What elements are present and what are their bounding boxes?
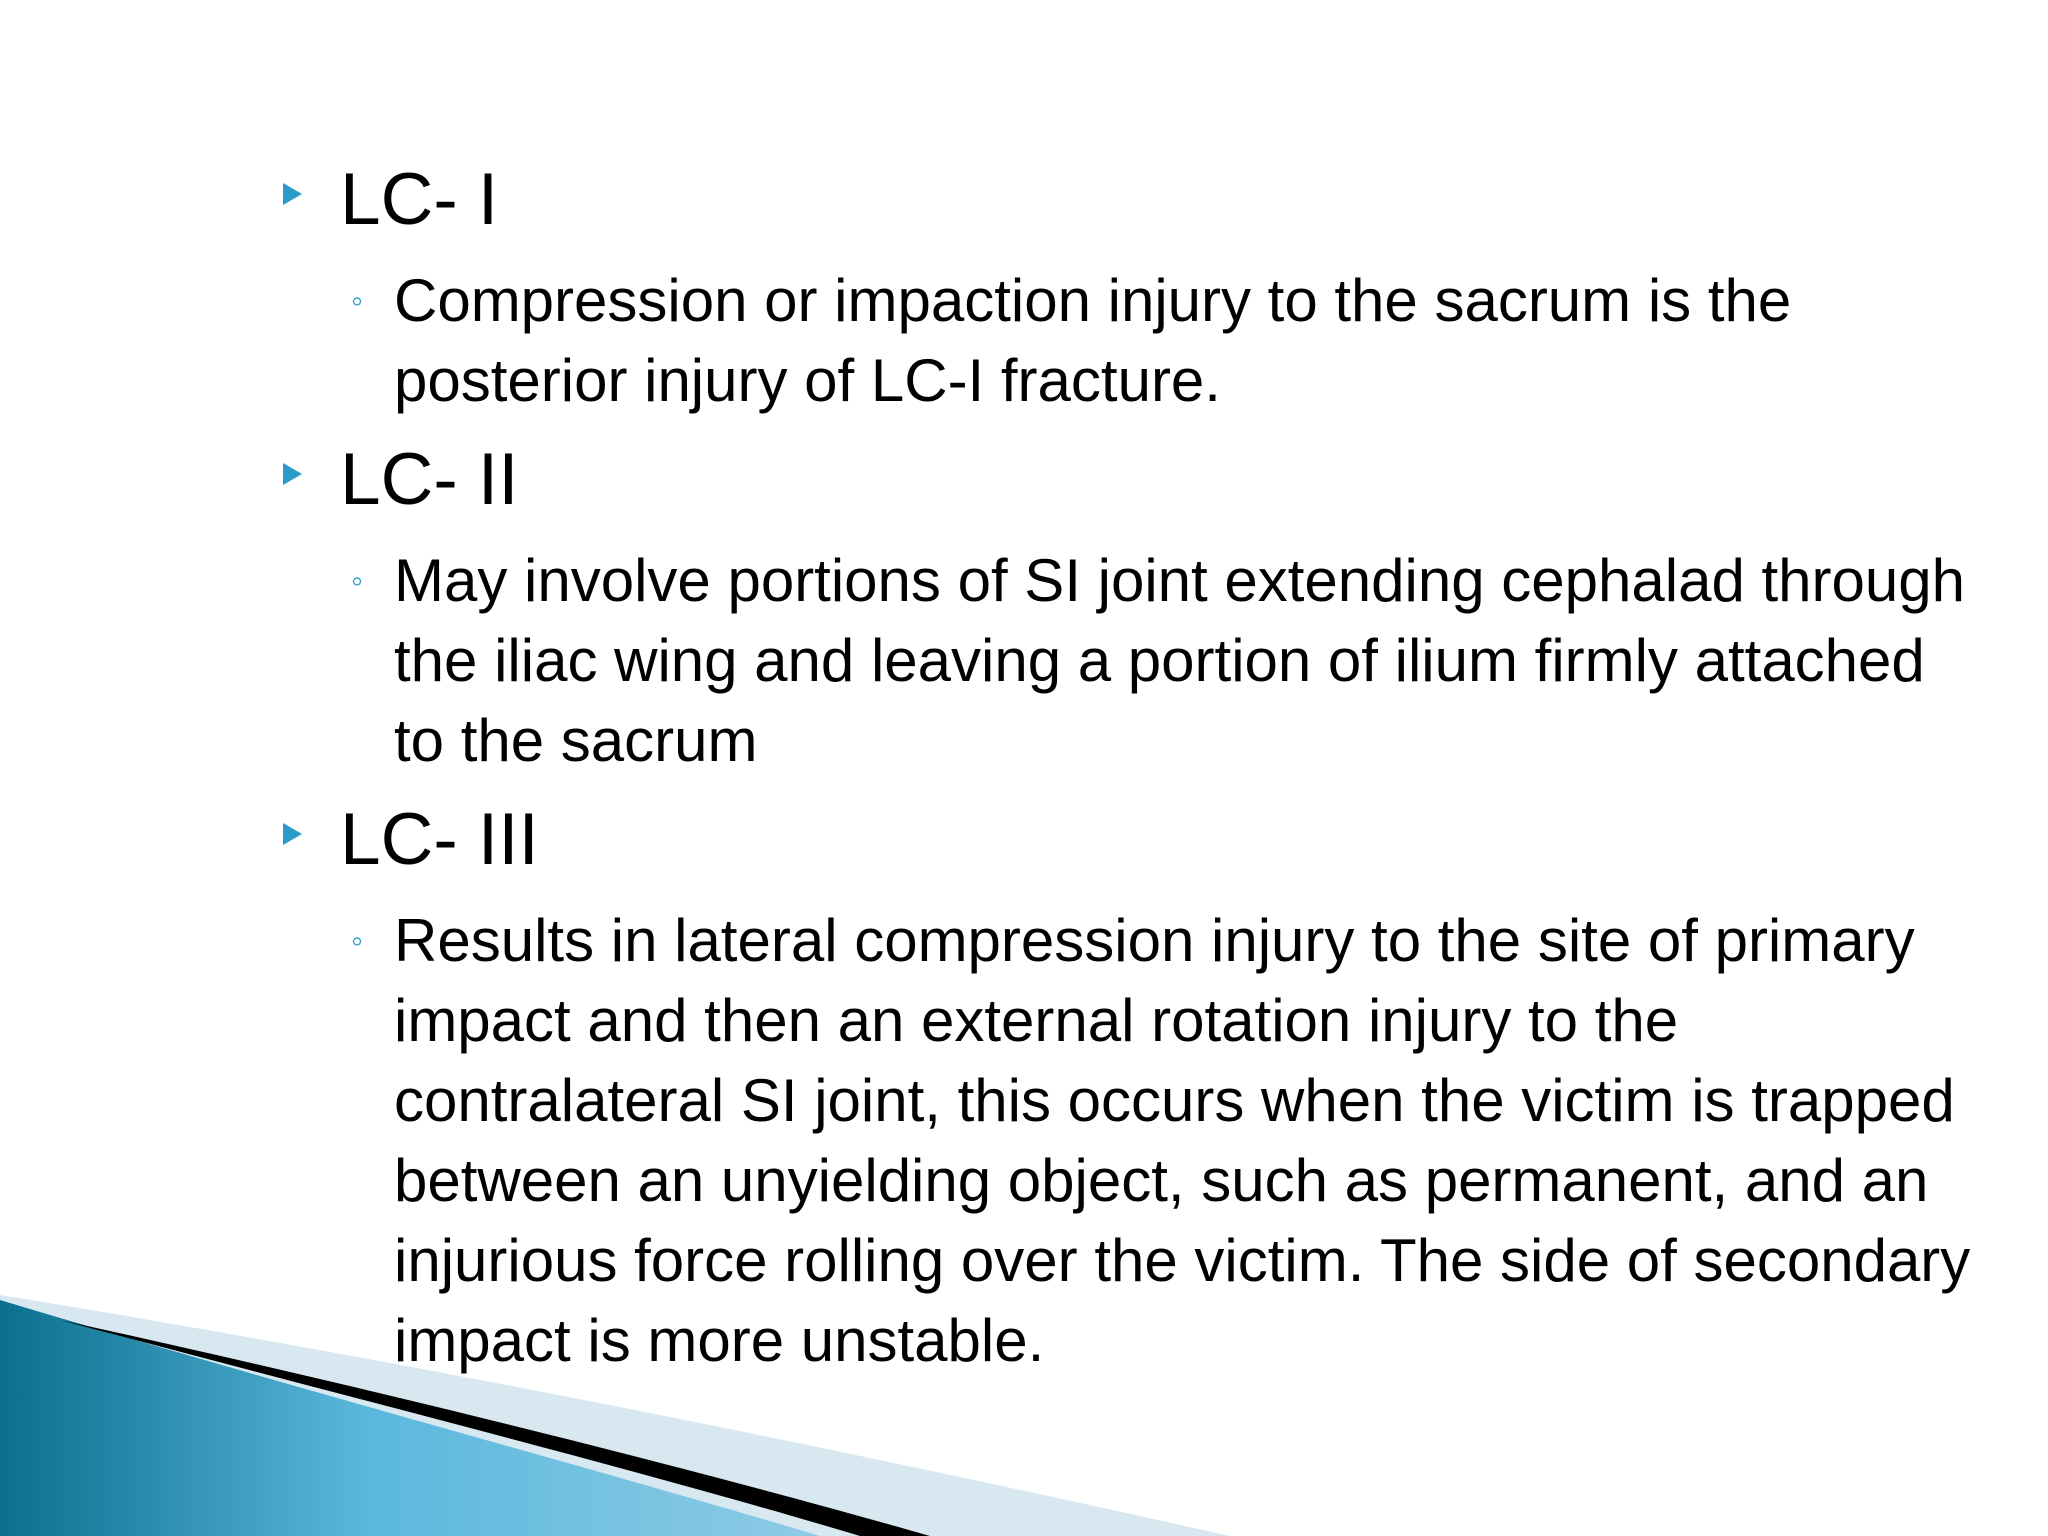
heading-lc-ii — [283, 435, 1983, 525]
heading-text: LC- I — [340, 159, 499, 240]
circle-bullet-icon: ◦ — [351, 562, 364, 600]
heading-lc-i — [283, 155, 1983, 245]
point-text: Compression or impaction injury to the sacrum is the posterior injury of LC-I fracture. — [394, 267, 1792, 414]
point-text: May involve portions of SI joint extending cephalad through the iliac wing and leaving a portion of ilium firmly attached to the sacrum — [394, 547, 1965, 774]
heading-text: LC- III — [340, 799, 539, 880]
heading-text: LC- II — [340, 439, 519, 520]
point-text: Results in lateral compression injury to the site of primary impact and then an external rotation injury to the contralateral SI joint, this occurs when the victim is trapped between an unyielding object, such as permanent, and an injurious force rolling over the victim. The side of secondary impact is more unstable. — [394, 907, 1971, 1374]
point-lc-ii-1 — [283, 541, 1983, 781]
triangle-bullet-icon — [283, 823, 302, 845]
point-lc-i-1 — [283, 261, 1983, 421]
triangle-bullet-icon — [283, 463, 302, 485]
bullet-content — [283, 155, 1983, 1395]
heading-lc-iii — [283, 795, 1983, 885]
point-lc-iii-1 — [283, 901, 1983, 1381]
circle-bullet-icon: ◦ — [351, 282, 364, 320]
triangle-bullet-icon — [283, 183, 302, 205]
circle-bullet-icon: ◦ — [351, 922, 364, 960]
